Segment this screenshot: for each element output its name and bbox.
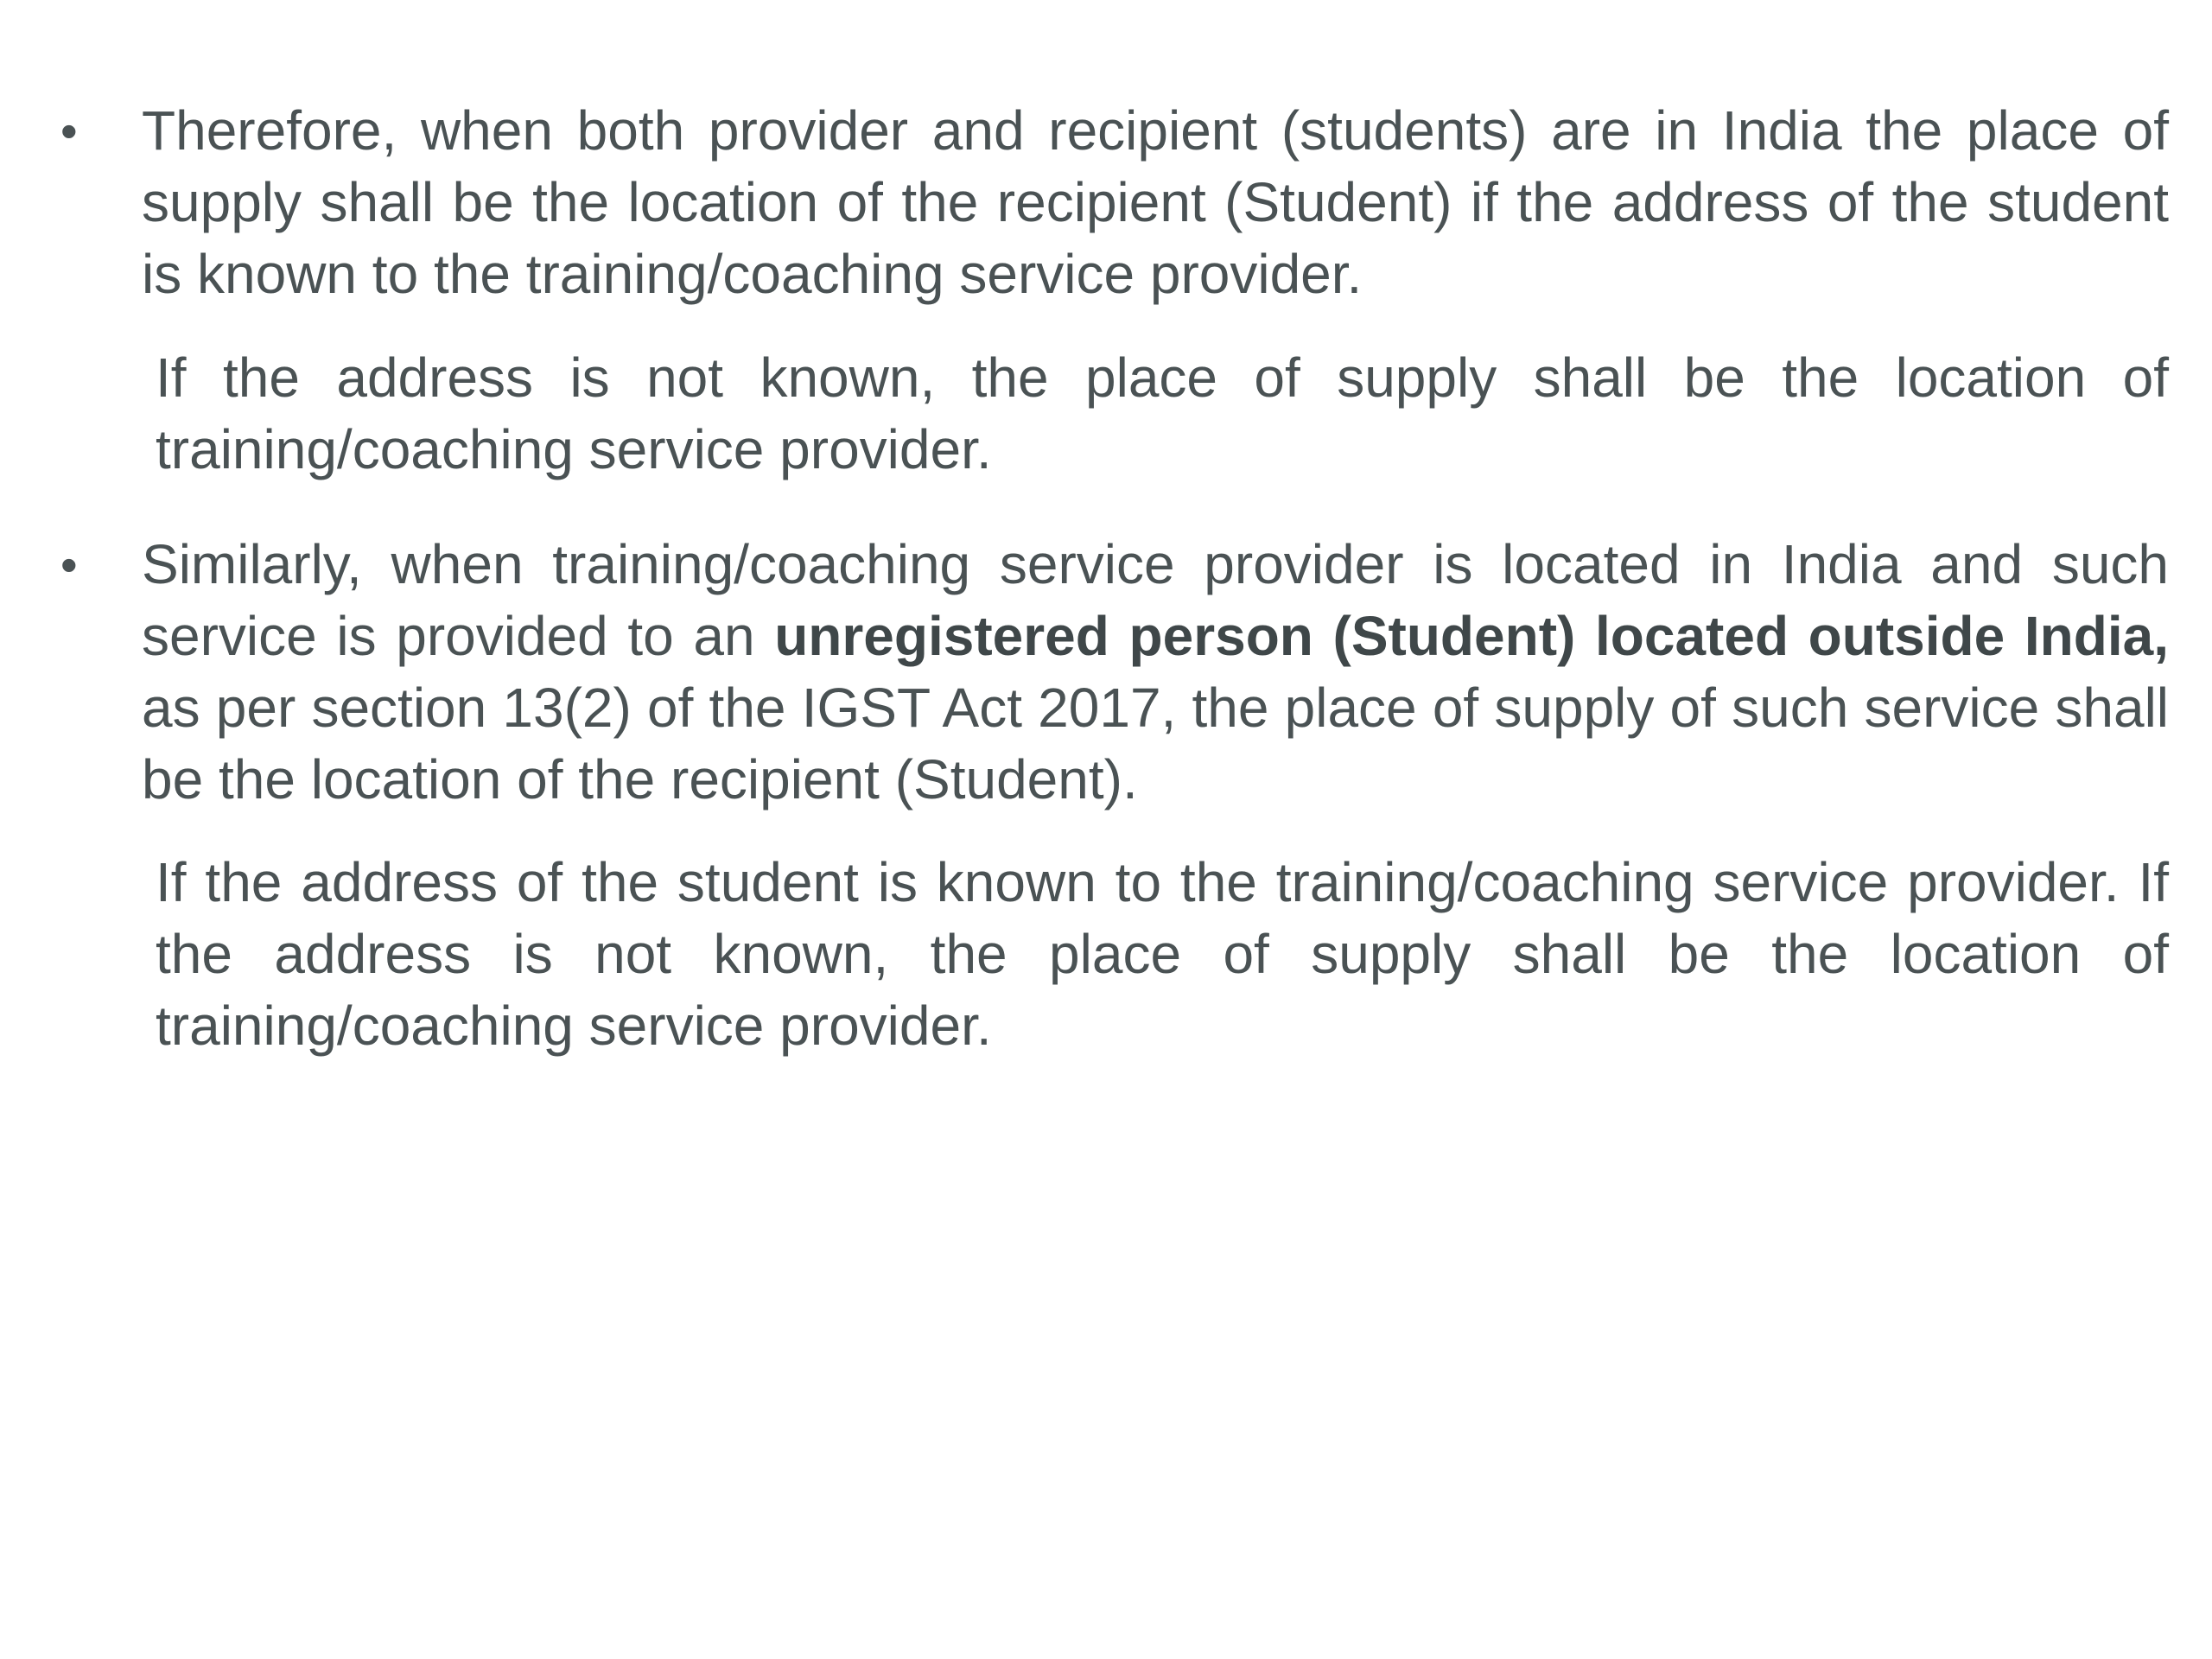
note-paragraph-2: If the address of the student is known to the training/coaching service provider. If the address is not known, the place of supply shall be the location of training/coaching service provider. xyxy=(156,851,2169,1057)
note-paragraph-1: If the address is not known, the place of supply shall be the location of training/coaching service provider. xyxy=(156,346,2169,480)
bullet-item-1 xyxy=(60,95,2169,320)
bullet-text xyxy=(142,529,2169,816)
bullet-text: Therefore, when both provider and recipient (students) are in India the place of supply shall be the location of the recipient (Student) if the address of the student is known to the training/coaching service provider. xyxy=(142,99,2169,305)
bullet-item-2 xyxy=(60,529,2169,823)
bullet-text-regular: Similarly, when training/coaching service provider is located in India and such service is provided to an xyxy=(142,533,2169,667)
bullet-text-bold: unregistered person (Student) located outside India, xyxy=(774,605,2169,667)
bullet-text-regular-end: as per section 13(2) of the IGST Act 2017, the place of supply of such service shall be the location of the recipient (Student). xyxy=(142,677,2169,810)
bullet-icon: • xyxy=(60,537,78,592)
bullet-icon: • xyxy=(60,104,78,158)
